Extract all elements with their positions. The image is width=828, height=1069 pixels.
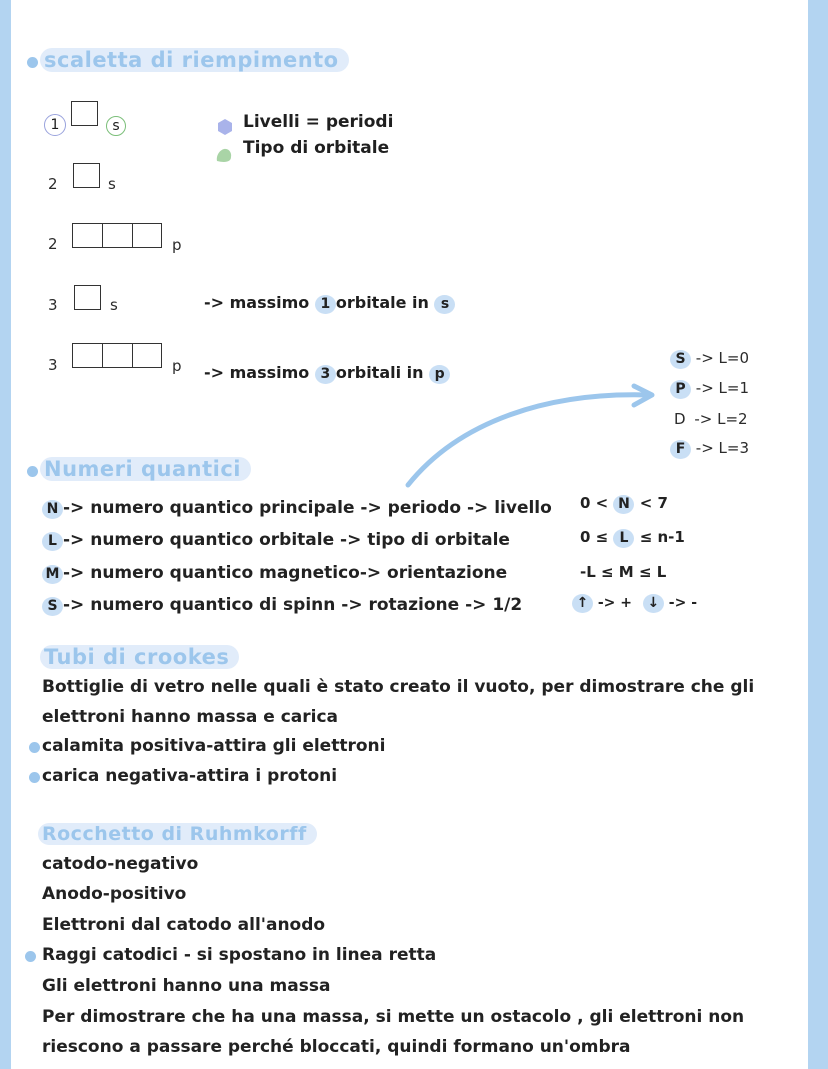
rocchetto-heading: Rocchetto di Ruhmkorff [38, 823, 317, 845]
rocchetto-line6: Per dimostrare che ha una massa, si mette un ostacolo , gli elettroni non [42, 1007, 745, 1027]
level-label: 2 [48, 175, 58, 193]
orbital-3p-box [72, 343, 162, 368]
right-frame-border [808, 0, 828, 1069]
note-max-s: -> massimo 1 orbitale in s [204, 293, 455, 314]
spin-down-arrow: ↓ [643, 594, 664, 613]
list-bullet [25, 951, 36, 962]
rocchetto-line4: Raggi catodici - si spostano in linea retta [42, 945, 437, 965]
crookes-text-line2: elettroni hanno massa e carica [42, 707, 338, 727]
quantum-number-n: N -> numero quantico principale -> periodo -> livello [42, 498, 552, 519]
rocchetto-line3: Elettroni dal catodo all'anodo [42, 915, 326, 935]
spin-up-arrow: ↑ [572, 594, 593, 613]
crookes-text-line1: Bottiglie di vetro nelle quali è stato creato il vuoto, per dimostrare che gli [42, 677, 755, 697]
l-value-p: P -> L=1 [670, 379, 749, 399]
level-label: 3 [48, 356, 58, 374]
rocchetto-line5: Gli elettroni hanno una massa [42, 976, 331, 996]
l-value-f: F -> L=3 [670, 439, 749, 459]
range-n: 0 < N < 7 [580, 494, 668, 512]
l-value-d: D -> L=2 [674, 410, 748, 428]
letter-label: p [172, 357, 182, 375]
crookes-bullet1: calamita positiva-attira gli elettroni [42, 736, 386, 756]
legend-orbital-type-label: Tipo di orbitale [243, 138, 390, 158]
curved-arrow [400, 380, 660, 490]
list-bullet [29, 772, 40, 783]
rocchetto-line7: riescono a passare perché bloccati, quindi formano un'ombra [42, 1037, 631, 1057]
quantum-number-s: S -> numero quantico di spinn -> rotazione -> 1/2 [42, 595, 522, 616]
range-m: -L ≤ M ≤ L [580, 563, 667, 581]
levels-legend-icon [216, 118, 234, 136]
rocchetto-line1: catodo-negativo [42, 854, 199, 874]
legend-levels-label: Livelli = periodi [243, 112, 394, 132]
letter-label: p [172, 236, 182, 254]
level-1-circle: 1 [44, 114, 66, 136]
scaletta-heading: scaletta di riempimento [40, 48, 349, 72]
quantum-number-l: L -> numero quantico orbitale -> tipo di orbitale [42, 530, 510, 551]
numeri-heading: Numeri quantici [40, 457, 251, 481]
crookes-bullet2: carica negativa-attira i protoni [42, 766, 338, 786]
rocchetto-line2: Anodo-positivo [42, 884, 187, 904]
letter-s-circle: s [106, 116, 126, 136]
orbital-3s-box [74, 285, 101, 310]
orbital-type-legend-icon [215, 146, 233, 164]
list-bullet [29, 742, 40, 753]
heading-bullet [27, 57, 38, 68]
letter-label: s [108, 175, 116, 193]
orbital-2s-box [73, 163, 100, 188]
letter-label: s [110, 296, 118, 314]
l-value-s: S -> L=0 [670, 349, 749, 369]
note-max-p: -> massimo 3 orbitali in p [204, 363, 450, 384]
range-l: 0 ≤ L ≤ n-1 [580, 528, 685, 546]
level-label: 3 [48, 296, 58, 314]
level-label: 2 [48, 235, 58, 253]
heading-bullet [27, 466, 38, 477]
orbital-1s-box [71, 101, 98, 126]
range-spin: ↑ -> + ↓ -> - [572, 594, 697, 613]
quantum-number-m: M -> numero quantico magnetico-> orientazione [42, 563, 507, 584]
left-frame-border [0, 0, 11, 1069]
orbital-2p-box [72, 223, 162, 248]
crookes-heading: Tubi di crookes [40, 645, 239, 669]
